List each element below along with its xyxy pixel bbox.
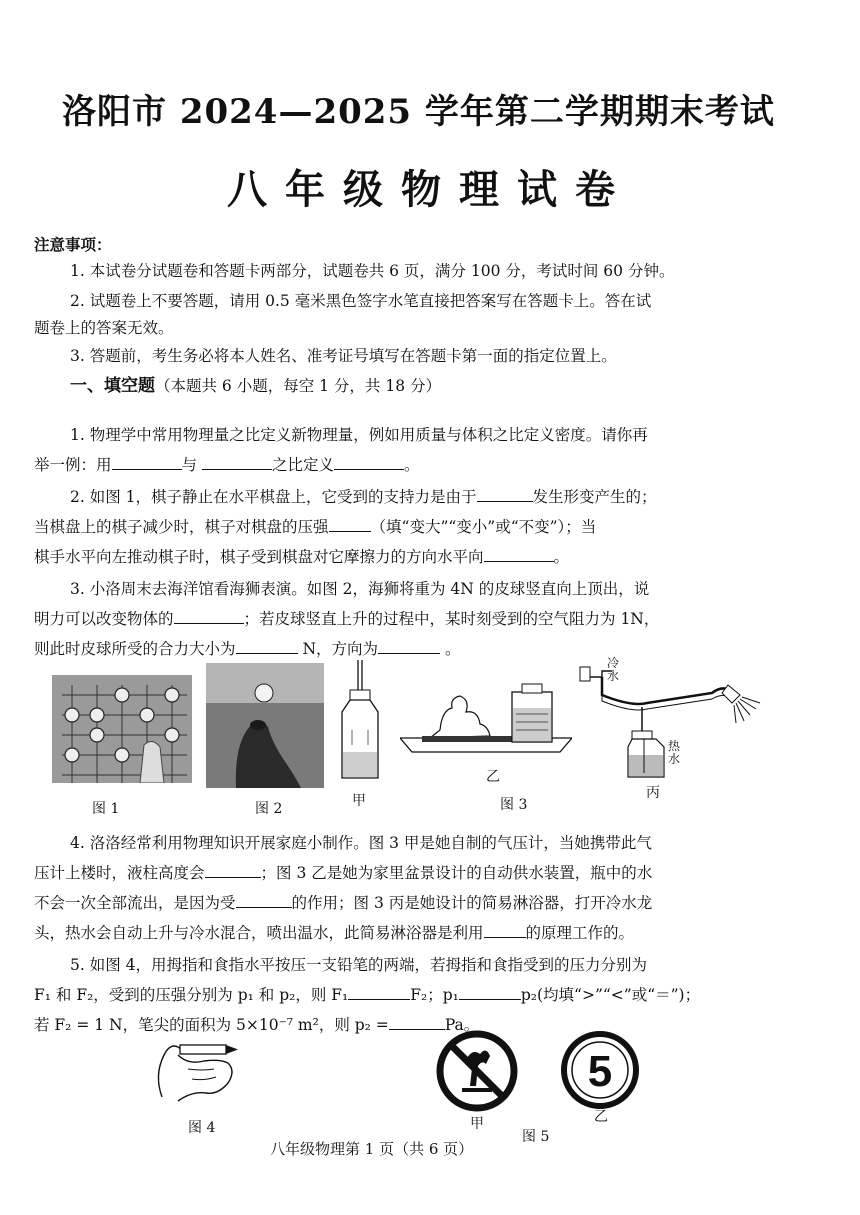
q4-text-e: 头，热水会自动上升与冷水混合，喷出温水，此简易淋浴器是利用: [34, 924, 484, 942]
figure-2-sea-lion: [206, 663, 324, 788]
answer-blank[interactable]: [174, 607, 244, 624]
q5-text-b: F₂；p₁: [410, 986, 459, 1004]
exam-subtitle: 八年级物理试卷: [227, 166, 633, 213]
q2-text-d: （填“变大”“变小”或“不变”）；当: [370, 518, 597, 536]
figure-5-yi-label: 乙: [594, 1109, 608, 1125]
q3-line-1: 3. 小洛周末去海洋馆看海狮表演。如图 2，海狮将重为 4N 的皮球竖直向上顶出，说: [70, 580, 650, 598]
q3-line-2: [34, 604, 754, 634]
q2-text-e: 棋手水平向左推动棋子时，棋子受到棋盘对它摩擦力的方向水平向: [34, 548, 484, 566]
answer-blank[interactable]: [484, 921, 526, 938]
cold-water-label: 冷水: [607, 656, 620, 683]
q2-text-a: 2. 如图 1，棋子静止在水平棋盘上，它受到的支持力是由于: [70, 488, 477, 506]
notice-heading: 注意事项：: [34, 235, 112, 254]
q1-line-2: [34, 450, 754, 480]
q2-text-c: 当棋盘上的棋子减少时，棋子对棋盘的压强: [34, 518, 329, 536]
figure-5-jia-prohibition-sign: [436, 1030, 518, 1112]
figure-3-jia-label: 甲: [352, 793, 366, 809]
answer-blank[interactable]: [112, 453, 182, 470]
answer-blank[interactable]: [348, 983, 410, 1000]
q5-text-a: F₁ 和 F₂，受到的压强分别为 p₁ 和 p₂，则 F₁: [34, 986, 349, 1004]
answer-blank[interactable]: [329, 515, 371, 532]
q5-line-1: 5. 如图 4，用拇指和食指水平按压一支铅笔的两端，若拇指和食指受到的压力分别为: [70, 956, 648, 974]
q3-text-c: 则此时皮球所受的合力大小为: [34, 640, 236, 658]
q5-line-3: [34, 1010, 754, 1040]
answer-blank[interactable]: [389, 1013, 445, 1030]
figure-3-caption: 图 3: [500, 797, 528, 813]
figure-3-yi-label: 乙: [486, 769, 500, 785]
answer-blank[interactable]: [334, 453, 404, 470]
q3-text-d: N，方向为: [302, 640, 379, 658]
q5-line-2: [34, 980, 754, 1010]
q3-text-b: ；若皮球竖直上升的过程中，某时刻受到的空气阻力为 1N，: [243, 610, 660, 628]
q1-text-c: 之比定义: [271, 456, 334, 474]
answer-blank[interactable]: [459, 983, 521, 1000]
q5-text-c: p₂(均填“>”“<”或“＝”)；: [520, 986, 701, 1004]
answer-blank[interactable]: [202, 453, 272, 470]
figure-3-bing-label: 丙: [646, 785, 660, 801]
q4-line-2: [34, 858, 754, 888]
q3-text-e: 。: [444, 640, 461, 658]
q1-text-b: 与: [181, 456, 198, 474]
q4-line-1: 4. 洛洛经常利用物理知识开展家庭小制作。图 3 甲是她自制的气压计，当她携带此气: [70, 834, 652, 852]
q3-text-a: 明力可以改变物体的: [34, 610, 174, 628]
figure-1-caption: 图 1: [92, 801, 120, 817]
q2-line-2: [34, 512, 754, 542]
page-footer: 八年级物理第 1 页（共 6 页）: [270, 1140, 474, 1158]
section-title: 一、填空题: [70, 376, 155, 396]
q4-text-a: 压计上楼时，液柱高度会: [34, 864, 205, 882]
answer-blank[interactable]: [205, 861, 261, 878]
figure-2-caption: 图 2: [255, 801, 283, 817]
answer-blank[interactable]: [378, 637, 440, 654]
notice-item-3: 3. 答题前，考生务必将本人姓名、准考证号填写在答题卡第一面的指定位置上。: [70, 347, 617, 365]
q4-text-b: ；图 3 乙是她为家里盆景设计的自动供水装置，瓶中的水: [260, 864, 653, 882]
hot-water-label: 热水: [668, 739, 681, 766]
figure-5-jia-label: 甲: [470, 1116, 484, 1132]
section-heading: [34, 371, 754, 401]
exam-title: 洛阳市 2024—2025 学年第二学期期末考试: [62, 92, 775, 132]
q2-text-f: 。: [553, 548, 570, 566]
notice-item-2: 2. 试题卷上不要答题，请用 0.5 毫米黑色签字水笔直接把答案写在答题卡上。答在试: [70, 292, 652, 310]
answer-blank[interactable]: [484, 545, 554, 562]
q5-text-e: Pa。: [444, 1016, 480, 1034]
q4-line-4: [34, 918, 754, 948]
q2-line-1: [34, 482, 754, 512]
figure-5-caption: 图 5: [522, 1129, 550, 1145]
figure-4-hand-pencil: [148, 1035, 248, 1115]
q4-text-d: 的作用；图 3 丙是她设计的简易淋浴器，打开冷水龙: [291, 894, 653, 912]
figure-3-jia-barometer: [334, 660, 384, 785]
section-note: （本题共 6 小题，每空 1 分，共 18 分）: [155, 377, 442, 395]
notice-item-2-cont: 题卷上的答案无效。: [34, 319, 174, 337]
answer-blank[interactable]: [477, 485, 533, 502]
q5-text-d: 若 F₂ = 1 N，笔尖的面积为 5×10⁻⁷ m²，则 p₂ =: [34, 1016, 389, 1034]
figure-3-yi-waterer: [400, 680, 572, 760]
speed-sign-number: 5: [587, 1047, 613, 1096]
figure-5-yi-speed-sign: [560, 1030, 640, 1110]
q1-text-d: 。: [403, 456, 420, 474]
q4-text-f: 的原理工作的。: [525, 924, 635, 942]
q2-line-3: [34, 542, 754, 572]
notice-item-1: 1. 本试卷分试题卷和答题卡两部分，试题卷共 6 页，满分 100 分，考试时间 60 分钟。: [70, 262, 675, 280]
q2-text-b: 发生形变产生的；: [532, 488, 657, 506]
figure-4-caption: 图 4: [188, 1120, 216, 1136]
answer-blank[interactable]: [236, 637, 298, 654]
figure-1-chessboard: [52, 675, 192, 783]
q1-line-1: 1. 物理学中常用物理量之比定义新物理量，例如用质量与体积之比定义密度。请你再: [70, 426, 648, 444]
q4-line-3: [34, 888, 754, 918]
answer-blank[interactable]: [236, 891, 292, 908]
q1-text-a: 举一例：用: [34, 456, 112, 474]
q4-text-c: 不会一次全部流出，是因为受: [34, 894, 236, 912]
